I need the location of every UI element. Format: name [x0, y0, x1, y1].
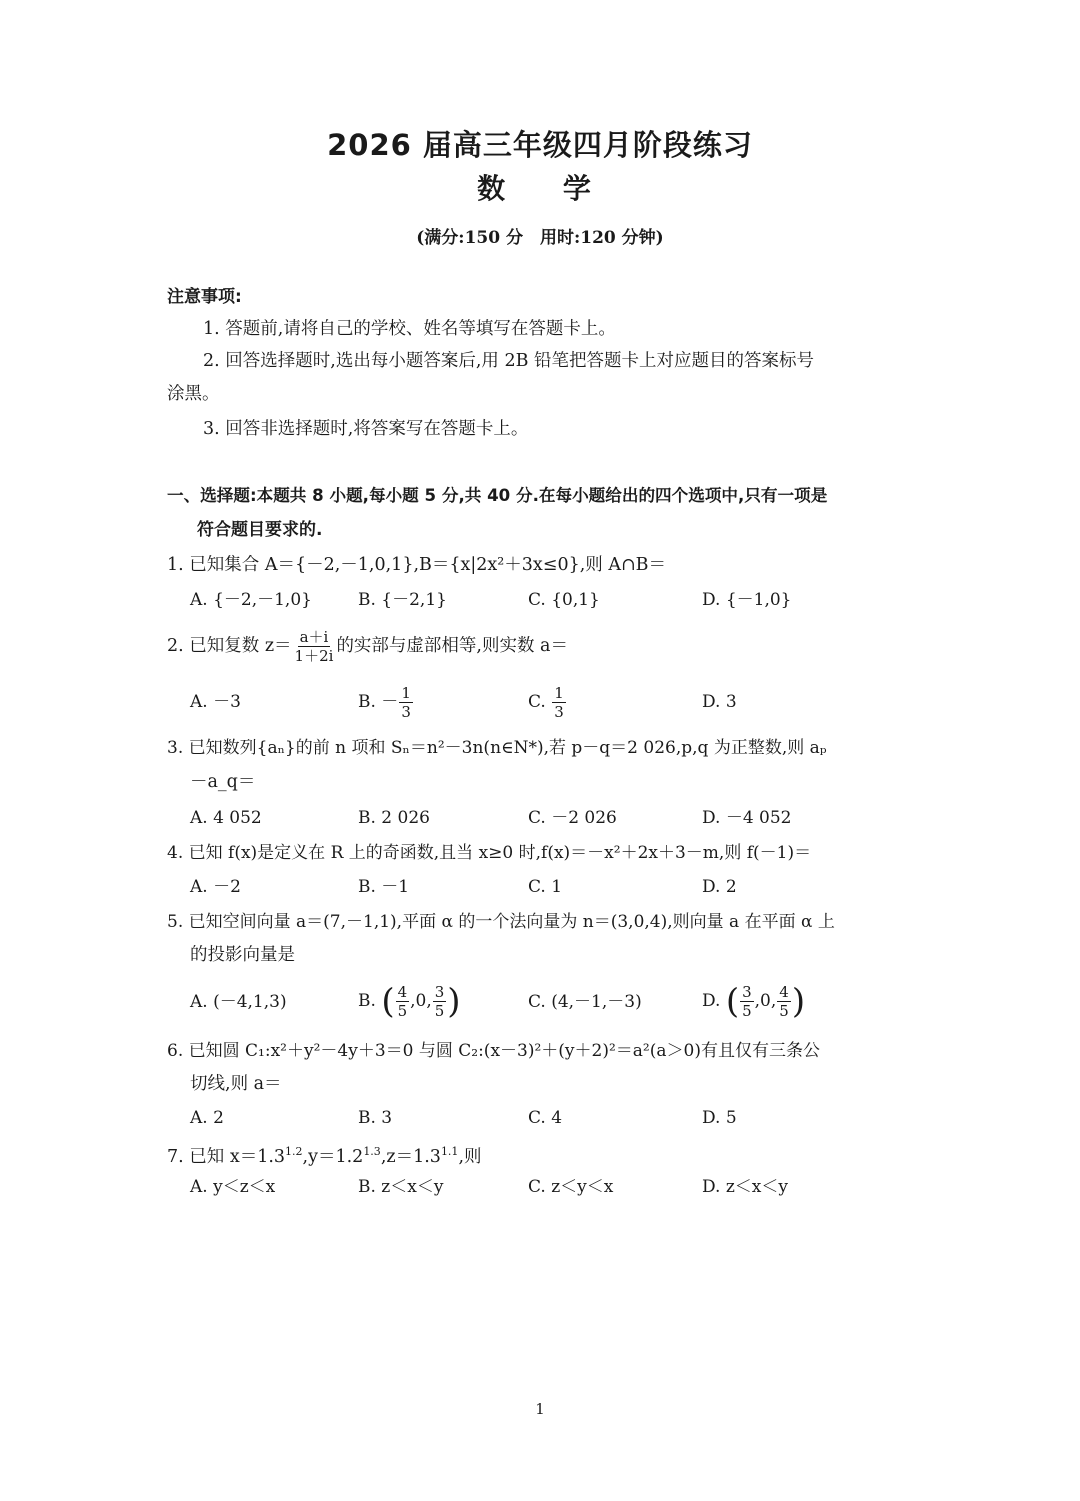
question-1-option-c: C. {0,1}	[528, 590, 600, 610]
question-2-option-a: A. －3	[190, 692, 241, 712]
question-6-option-b: B. 3	[358, 1108, 393, 1128]
question-7-exp-1: 1.2	[285, 1145, 303, 1158]
question-7-part-1: 7. 已知 x＝1.3	[167, 1146, 286, 1167]
question-2-option-b-fraction	[399, 684, 413, 721]
option-b-middle: ,0,	[410, 991, 432, 1011]
question-2-option-b-label: B. －	[358, 692, 399, 712]
question-2-fraction	[293, 628, 336, 665]
option-b-denominator-1: 5	[397, 1002, 408, 1020]
option-b-numerator: 1	[401, 684, 411, 702]
question-4-option-b: B. －1	[358, 877, 410, 897]
option-b-fraction-1	[396, 983, 410, 1020]
question-2-option-c-fraction	[552, 684, 566, 721]
option-d-middle: ,0,	[754, 991, 777, 1011]
option-b-numerator-1: 4	[397, 983, 408, 1001]
question-4-option-c: C. 1	[528, 877, 563, 897]
question-2-denominator: 1＋2i	[294, 647, 334, 665]
question-7-part-4: ,则	[458, 1146, 482, 1167]
question-7-exp-3: 1.1	[440, 1145, 459, 1158]
question-5-option-b-label: B.	[358, 991, 382, 1011]
question-2-stem	[167, 624, 568, 668]
question-5-option-d-label: D.	[702, 991, 726, 1011]
question-4-option-d: D. 2	[702, 877, 737, 897]
question-2-option-b	[358, 680, 414, 724]
section-heading-line-1: 一、选择题:本题共 8 小题,每小题 5 分,共 40 分.在每小题给出的四个选项中,只有一项是	[167, 486, 828, 505]
notice-item-1: 1. 答题前,请将自己的学校、姓名等填写在答题卡上。	[203, 319, 616, 339]
question-2-numerator: a＋i	[299, 628, 329, 646]
question-3-stem-line-2: －a_q＝	[190, 772, 256, 792]
question-2-stem-post: 的实部与虚部相等,则实数 a＝	[336, 636, 568, 656]
question-5-option-b	[358, 978, 461, 1025]
question-7-exp-2: 1.3	[363, 1145, 381, 1158]
question-6-option-d: D. 5	[702, 1108, 737, 1128]
exam-title: 2026 届高三年级四月阶段练习	[327, 128, 753, 162]
question-2-stem-pre: 2. 已知复数 z＝	[167, 636, 292, 656]
question-5-option-d	[702, 978, 805, 1025]
page-number: 1	[535, 1400, 545, 1418]
question-2-option-c	[528, 680, 567, 724]
question-6-stem-line-2: 切线,则 a＝	[190, 1074, 282, 1094]
right-paren-icon: )	[791, 981, 806, 1022]
question-4-option-a: A. －2	[190, 877, 241, 897]
question-3-option-a: A. 4 052	[190, 808, 262, 828]
option-d-fraction-1	[740, 983, 754, 1020]
question-3-option-b: B. 2 026	[358, 808, 430, 828]
question-6-option-a: A. 2	[190, 1108, 224, 1128]
question-1-option-d: D. {－1,0}	[702, 590, 792, 610]
question-1-option-a: A. {－2,－1,0}	[190, 590, 312, 610]
question-7-option-a: A. y＜z＜x	[190, 1177, 276, 1197]
question-5-option-c: C. (4,－1,－3)	[528, 992, 642, 1012]
left-paren-icon: (	[381, 981, 395, 1022]
notice-item-3: 3. 回答非选择题时,将答案写在答题卡上。	[203, 419, 529, 439]
exam-meta: (满分:150 分 用时:120 分钟)	[416, 228, 664, 248]
question-7-stem	[167, 1140, 482, 1169]
right-paren-icon: )	[447, 981, 461, 1022]
question-5-stem-line-2: 的投影向量是	[190, 945, 295, 965]
question-7-part-2: ,y＝1.2	[302, 1146, 364, 1167]
question-2-option-c-label: C.	[528, 692, 552, 712]
option-b-fraction-2	[433, 983, 447, 1020]
option-c-numerator: 1	[554, 684, 564, 702]
section-heading-line-2: 符合题目要求的.	[197, 520, 323, 540]
option-c-denominator: 3	[554, 703, 564, 721]
option-d-denominator-1: 5	[742, 1002, 752, 1020]
option-d-fraction-2	[777, 983, 791, 1020]
question-4-stem: 4. 已知 f(x)是定义在 R 上的奇函数,且当 x≥0 时,f(x)＝－x²＋2x＋3－m,则 f(－1)＝	[167, 843, 812, 863]
exam-subject: 数 学	[477, 172, 615, 205]
question-7-option-c: C. z＜y＜x	[528, 1177, 614, 1197]
option-d-numerator-1: 3	[742, 983, 752, 1001]
question-7-option-b: B. z＜x＜y	[358, 1177, 444, 1197]
notice-heading: 注意事项:	[167, 287, 242, 307]
option-d-denominator-2: 5	[779, 1002, 789, 1020]
question-1-stem: 1. 已知集合 A＝{－2,－1,0,1},B＝{x|2x²＋3x≤0},则 A∩B＝	[167, 555, 667, 575]
question-5-option-a: A. (－4,1,3)	[190, 992, 287, 1012]
question-2-option-d: D. 3	[702, 692, 737, 712]
question-6-stem-line-1: 6. 已知圆 C₁:x²＋y²－4y＋3＝0 与圆 C₂:(x－3)²＋(y＋2)²＝a²(a＞0)有且仅有三条公	[167, 1041, 820, 1061]
option-b-denominator-2: 5	[434, 1002, 445, 1020]
question-3-option-c: C. －2 026	[528, 808, 617, 828]
question-7-part-3: ,z＝1.3	[380, 1146, 441, 1167]
option-d-numerator-2: 4	[779, 983, 789, 1001]
question-3-option-d: D. －4 052	[702, 808, 792, 828]
question-5-stem-line-1: 5. 已知空间向量 a＝(7,－1,1),平面 α 的一个法向量为 n＝(3,0,4),则向量 a 在平面 α 上	[167, 912, 835, 932]
question-6-option-c: C. 4	[528, 1108, 563, 1128]
notice-item-2-line-1: 2. 回答选择题时,选出每小题答案后,用 2B 铅笔把答题卡上对应题目的答案标号	[203, 351, 815, 371]
option-b-numerator-2: 3	[434, 983, 445, 1001]
option-b-denominator: 3	[401, 703, 411, 721]
left-paren-icon: (	[725, 981, 740, 1022]
question-1-option-b: B. {－2,1}	[358, 590, 447, 610]
question-7-option-d: D. z＜x＜y	[702, 1177, 788, 1197]
notice-item-2-line-2: 涂黑。	[167, 384, 220, 404]
question-3-stem-line-1: 3. 已知数列{aₙ}的前 n 项和 Sₙ＝n²－3n(n∈N*),若 p－q＝2 026,p,q 为正整数,则 aₚ	[167, 738, 827, 758]
